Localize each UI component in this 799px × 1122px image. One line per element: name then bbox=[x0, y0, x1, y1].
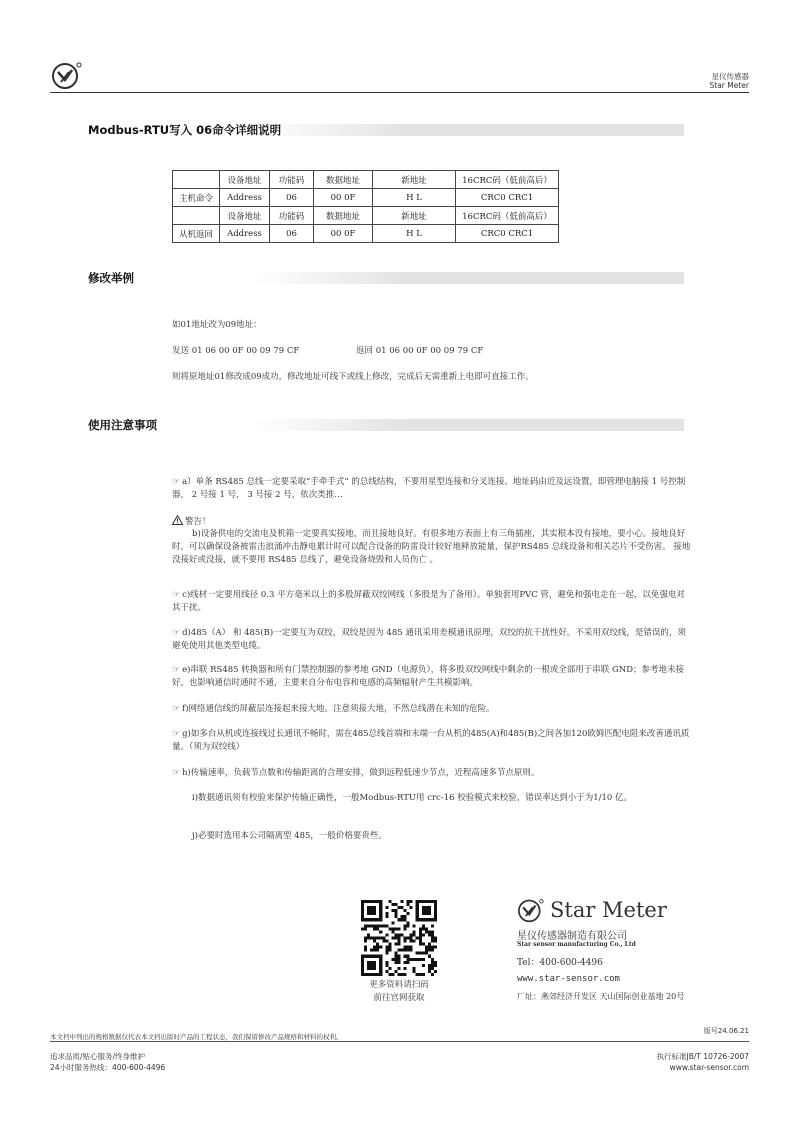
pointing-hand-icon: ☞ bbox=[172, 477, 181, 487]
section-title-text: Modbus-RTU写入 06命令详细说明 bbox=[88, 123, 282, 137]
note-h bbox=[172, 767, 692, 780]
table-cell: 功能码 bbox=[270, 207, 314, 225]
table-cell: 06 bbox=[270, 189, 314, 207]
table-cell: 从机返回 bbox=[173, 225, 220, 243]
example-intro: 如01地址改为09地址： bbox=[172, 320, 262, 330]
section-bar bbox=[254, 272, 684, 284]
header-brand bbox=[710, 72, 750, 90]
footer-disclaimer: 本文档中列出的规格数据仅代表本文档出版时产品的工程状态，我们保留修改产品规格和材料的权利。 bbox=[50, 1033, 343, 1041]
note-g bbox=[172, 728, 692, 754]
note-i: i)数据通讯须有校验来保护传输正确性，一般Modbus-RTU用 crc-16 校验模式来校验，错误率达到小于为1/10 亿。 bbox=[192, 793, 632, 803]
warning-label: 警告！ bbox=[185, 517, 211, 527]
table-cell: Address bbox=[220, 225, 270, 243]
note-text: c)线材一定要用线径 0.3 平方毫米以上的多股屏蔽双绞网线（多股是为了备用）。单独套用PVC 管，避免和强电走在一起，以免强电对其干扰。 bbox=[172, 590, 685, 613]
pointing-hand-icon: ☞ bbox=[172, 665, 181, 675]
company-address: 厂址：燕郊经济开发区 天山国际创业基地 20号 bbox=[517, 992, 685, 1001]
table-cell bbox=[173, 171, 220, 189]
table-cell: 00 0F bbox=[314, 225, 373, 243]
section-bar bbox=[254, 124, 684, 136]
section-title-example bbox=[88, 270, 684, 286]
footer-divider bbox=[50, 1041, 749, 1042]
footer-version: 版号24.06.21 bbox=[703, 1027, 749, 1035]
section-title-text: 修改举例 bbox=[88, 271, 134, 285]
section-bar bbox=[254, 419, 684, 431]
table-cell: 新地址 bbox=[373, 207, 456, 225]
company-tel: Tel：400-600-4496 bbox=[517, 958, 603, 968]
note-j: j)必要时选用本公司隔离型 485，一般价格要贵些。 bbox=[192, 831, 387, 841]
note-text: a）单条 RS485 总线一定要采取“手牵手式” 的总线结构，不要用星型连接和分叉连接。地址码由近及远设置，即管理电脑接 1 号控制器， 2 号接 1 号， 3 号接 2 号，依次类推… bbox=[172, 477, 686, 500]
warning-icon bbox=[172, 515, 183, 525]
company-name-cn: 星仪传感器制造有限公司 bbox=[517, 931, 627, 942]
command-table bbox=[172, 170, 559, 243]
example-send: 发送 01 06 00 0F 00 09 79 CF bbox=[172, 346, 300, 356]
pointing-hand-icon: ☞ bbox=[172, 729, 181, 739]
table-cell: 设备地址 bbox=[220, 171, 270, 189]
footer-website[interactable]: www.star-sensor.com bbox=[669, 1063, 749, 1072]
company-web[interactable]: www.star-sensor.com bbox=[517, 974, 620, 984]
note-d bbox=[172, 627, 692, 653]
footer-slogan: 追求品质/贴心服务/终身维护 bbox=[50, 1052, 146, 1061]
table-row bbox=[173, 207, 559, 225]
example-result: 则将原地址01修改成09成功，修改地址可线下或线上修改，完成后无需重新上电即可直接工作。 bbox=[172, 372, 534, 382]
qr-caption-1: 更多资料请扫码 bbox=[369, 980, 429, 990]
table-cell: 设备地址 bbox=[220, 207, 270, 225]
section-title-text: 使用注意事项 bbox=[88, 418, 157, 432]
pointing-hand-icon: ☞ bbox=[172, 704, 181, 714]
header-brand-cn: 星仪传感器 bbox=[711, 72, 749, 81]
table-cell: 00 0F bbox=[314, 189, 373, 207]
company-name-en: Star Meter bbox=[550, 898, 667, 922]
company-name-en-full: Star sensor manufacturing Co., Ltd bbox=[517, 941, 636, 948]
section-title-notes bbox=[88, 417, 684, 433]
table-cell: 16CRC码（低前高后） bbox=[456, 207, 559, 225]
footer-hotline: 24小时服务热线：400-600-4496 bbox=[50, 1063, 166, 1072]
note-a bbox=[172, 476, 692, 502]
note-text: f)网络通信线的屏蔽层连接起来接大地。注意须接大地，不然总线潜在未知的危险。 bbox=[182, 704, 495, 714]
table-cell: H L bbox=[373, 225, 456, 243]
pointing-hand-icon: ☞ bbox=[172, 590, 181, 600]
note-text: d)485（A） 和 485(B)一定要互为双绞，双绞是因为 485 通讯采用差模通讯原理，双绞的抗干扰性好。不采用双绞线，是错误的，须避免使用其他类型电缆。 bbox=[172, 628, 686, 651]
table-row bbox=[173, 189, 559, 207]
table-cell: CRC0 CRC1 bbox=[456, 189, 559, 207]
table-cell: 新地址 bbox=[373, 171, 456, 189]
header-divider bbox=[50, 92, 749, 93]
table-cell: CRC0 CRC1 bbox=[456, 225, 559, 243]
note-e bbox=[172, 664, 692, 690]
warning-heading bbox=[172, 515, 692, 529]
table-cell: 数据地址 bbox=[314, 207, 373, 225]
qr-caption-2: 前往官网获取 bbox=[373, 993, 425, 1003]
table-row bbox=[173, 171, 559, 189]
header-brand-en: Star Meter bbox=[709, 81, 749, 90]
qr-code-image[interactable] bbox=[361, 900, 437, 976]
table-cell: 数据地址 bbox=[314, 171, 373, 189]
pointing-hand-icon: ☞ bbox=[172, 768, 181, 778]
note-text: g)如多台从机或连接线过长通讯不畅时，需在485总线首端和末端一台从机的485(A)和485(B)之间各加120欧姆匹配电阻来改善通讯质量。（须为双绞线） bbox=[172, 729, 690, 752]
table-cell: 06 bbox=[270, 225, 314, 243]
note-text: h)传输速率，负载节点数和传输距离的合理安排，做到远程低速少节点，近程高速多节点原则。 bbox=[182, 768, 540, 778]
table-row bbox=[173, 225, 559, 243]
table-cell bbox=[173, 207, 220, 225]
note-b: b)设备供电的交流电及机箱一定要真实接地，而且接地良好。有很多地方表面上有三角插座，其实根本没有接地，要小心。接地良好时，可以确保设备被雷击浪涌冲击静电累计时可以配合设备的防雷设计较好地释放能量，保护RS485 总线设备和相关芯片不受伤害。 接地没接好或没接，就不要用 RS485 总线了，避免设备烧毁和人员伤亡 。 bbox=[172, 529, 691, 565]
footer-standard: 执行标准JB/T 10726-2007 bbox=[656, 1052, 749, 1061]
note-f bbox=[172, 703, 692, 716]
example-return: 返回 01 06 00 0F 00 09 79 CF bbox=[356, 346, 484, 356]
table-cell: 16CRC码（低前高后） bbox=[456, 171, 559, 189]
pointing-hand-icon: ☞ bbox=[172, 628, 181, 638]
star-meter-logo-icon bbox=[50, 60, 84, 90]
star-meter-logo-icon bbox=[516, 897, 546, 923]
section-title-modbus bbox=[88, 122, 684, 138]
table-cell: 功能码 bbox=[270, 171, 314, 189]
table-cell: H L bbox=[373, 189, 456, 207]
table-cell: 主机命令 bbox=[173, 189, 220, 207]
note-text: e)串联 RS485 转换器和所有门禁控制器的参考地 GND（电源负），将多股双绞网线中剩余的一根或全部用于串联 GND；参考地未接好，也影响通信时通时不通，主要来自分布电容和电感的高频辐射产生共模影响。 bbox=[172, 665, 685, 688]
table-cell: Address bbox=[220, 189, 270, 207]
note-c bbox=[172, 589, 692, 615]
